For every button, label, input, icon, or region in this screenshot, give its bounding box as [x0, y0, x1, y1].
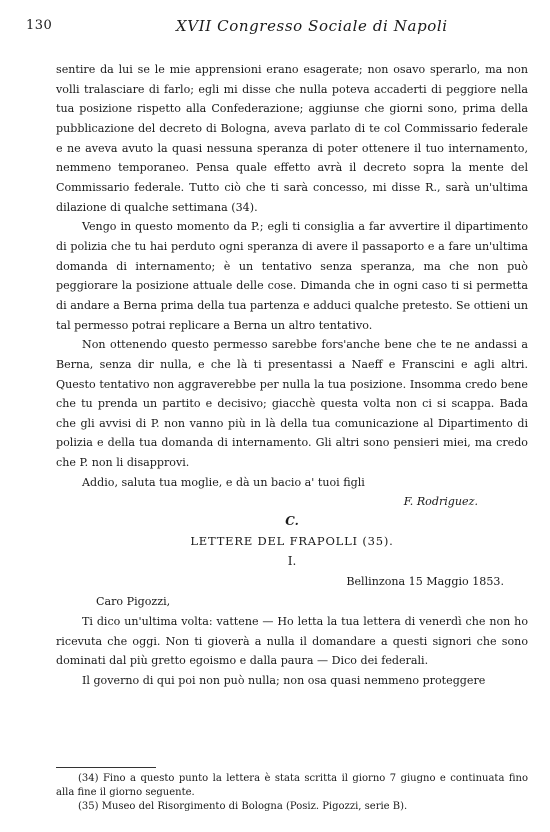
- section-title: LETTERE DEL FRAPOLLI (35).: [190, 534, 394, 549]
- salutation: Caro Pigozzi,: [96, 595, 171, 609]
- paragraph: Ti dico un'ultima volta: vattene — Ho letta la tua lettera di venerdì che non ho ricevuta che oggi. Non ti gioverà a nulla il domandare a questi signori che sono dominati dal più gretto egoismo e dalla paura — Dico dei federali.: [56, 615, 528, 668]
- page-number: 130: [26, 18, 53, 33]
- footnote-divider: [56, 767, 156, 768]
- signature: F. Rodriguez.: [403, 495, 478, 509]
- paragraph: Addio, saluta tua moglie, e dà un bacio a' tuoi figli: [82, 475, 365, 489]
- footnote: (35) Museo del Risorgimento di Bologna (Posiz. Pigozzi, serie B).: [78, 801, 408, 812]
- running-header: [26, 18, 526, 40]
- paragraph: Vengo in questo momento da P.; egli ti consiglia a far avvertire il dipartimento di polizia che tu hai perduto ogni speranza di avere il passaporto e a fare un'ultima domanda di internamento; è un tentativo senza speranza, ma che non può peggiorare la posizione attuale delle cose. Dimanda che in ogni caso ti si permetta di andare a Berna prima della tua partenza e adduci qualche pretesto. Se ottieni un tal permesso potrai replicare a Berna un altro tentativo.: [56, 220, 528, 332]
- paragraph: Il governo di qui poi non può nulla; non osa quasi nemmeno proteggere: [82, 674, 486, 688]
- letter-number: I.: [287, 554, 297, 569]
- text-body: [56, 60, 528, 691]
- paragraph: Non ottenendo questo permesso sarebbe fors'anche bene che te ne andassi a Berna, senza dir nulla, e che là ti presentassi a Naeff e Franscini e agli altri. Questo tentativo non aggraverebbe per nulla la tua posizione. Insomma credo bene che tu prenda un partito e decisivo; giacchè questa volta non ci si scappa. Bada che gli avvisi di P. non vanno più in là della tua comunicazione al Dipartimento di polizia e della tua domanda di internamento. Gli altri sono pensieri miei, ma credo che P. non li disapprovi.: [56, 338, 528, 470]
- footnote: (34) Fino a questo punto la lettera è stata scritta il giorno 7 giugno e continuata fino alla fine il giorno seguente.: [56, 773, 528, 798]
- section-letter: C.: [285, 514, 299, 529]
- paragraph: sentire da lui se le mie apprensioni erano esagerate; non osavo sperarlo, ma non volli tralasciare di farlo; egli mi disse che nulla poteva accaderti di peggiore nella tua posizione rispetto alla Confederazione; aggiunse che giorni sono, prima della pubblicazione del decreto di Bologna, aveva parlato di te col Commissario federale e ne aveva avuto la quasi nessuna speranza di poter ottenere il tuo internamento, nemmeno temporaneo. Pensa quale effetto avrà il decreto sopra la mente del Commissario federale. Tutto ciò che ti sarà concesso, mi disse R., sarà un'ultima dilazione di qualche settimana (34).: [56, 63, 528, 214]
- footnotes: [56, 772, 528, 814]
- letter-date: Bellinzona 15 Maggio 1853.: [346, 575, 504, 589]
- running-title: XVII Congresso Sociale di Napoli: [176, 17, 448, 35]
